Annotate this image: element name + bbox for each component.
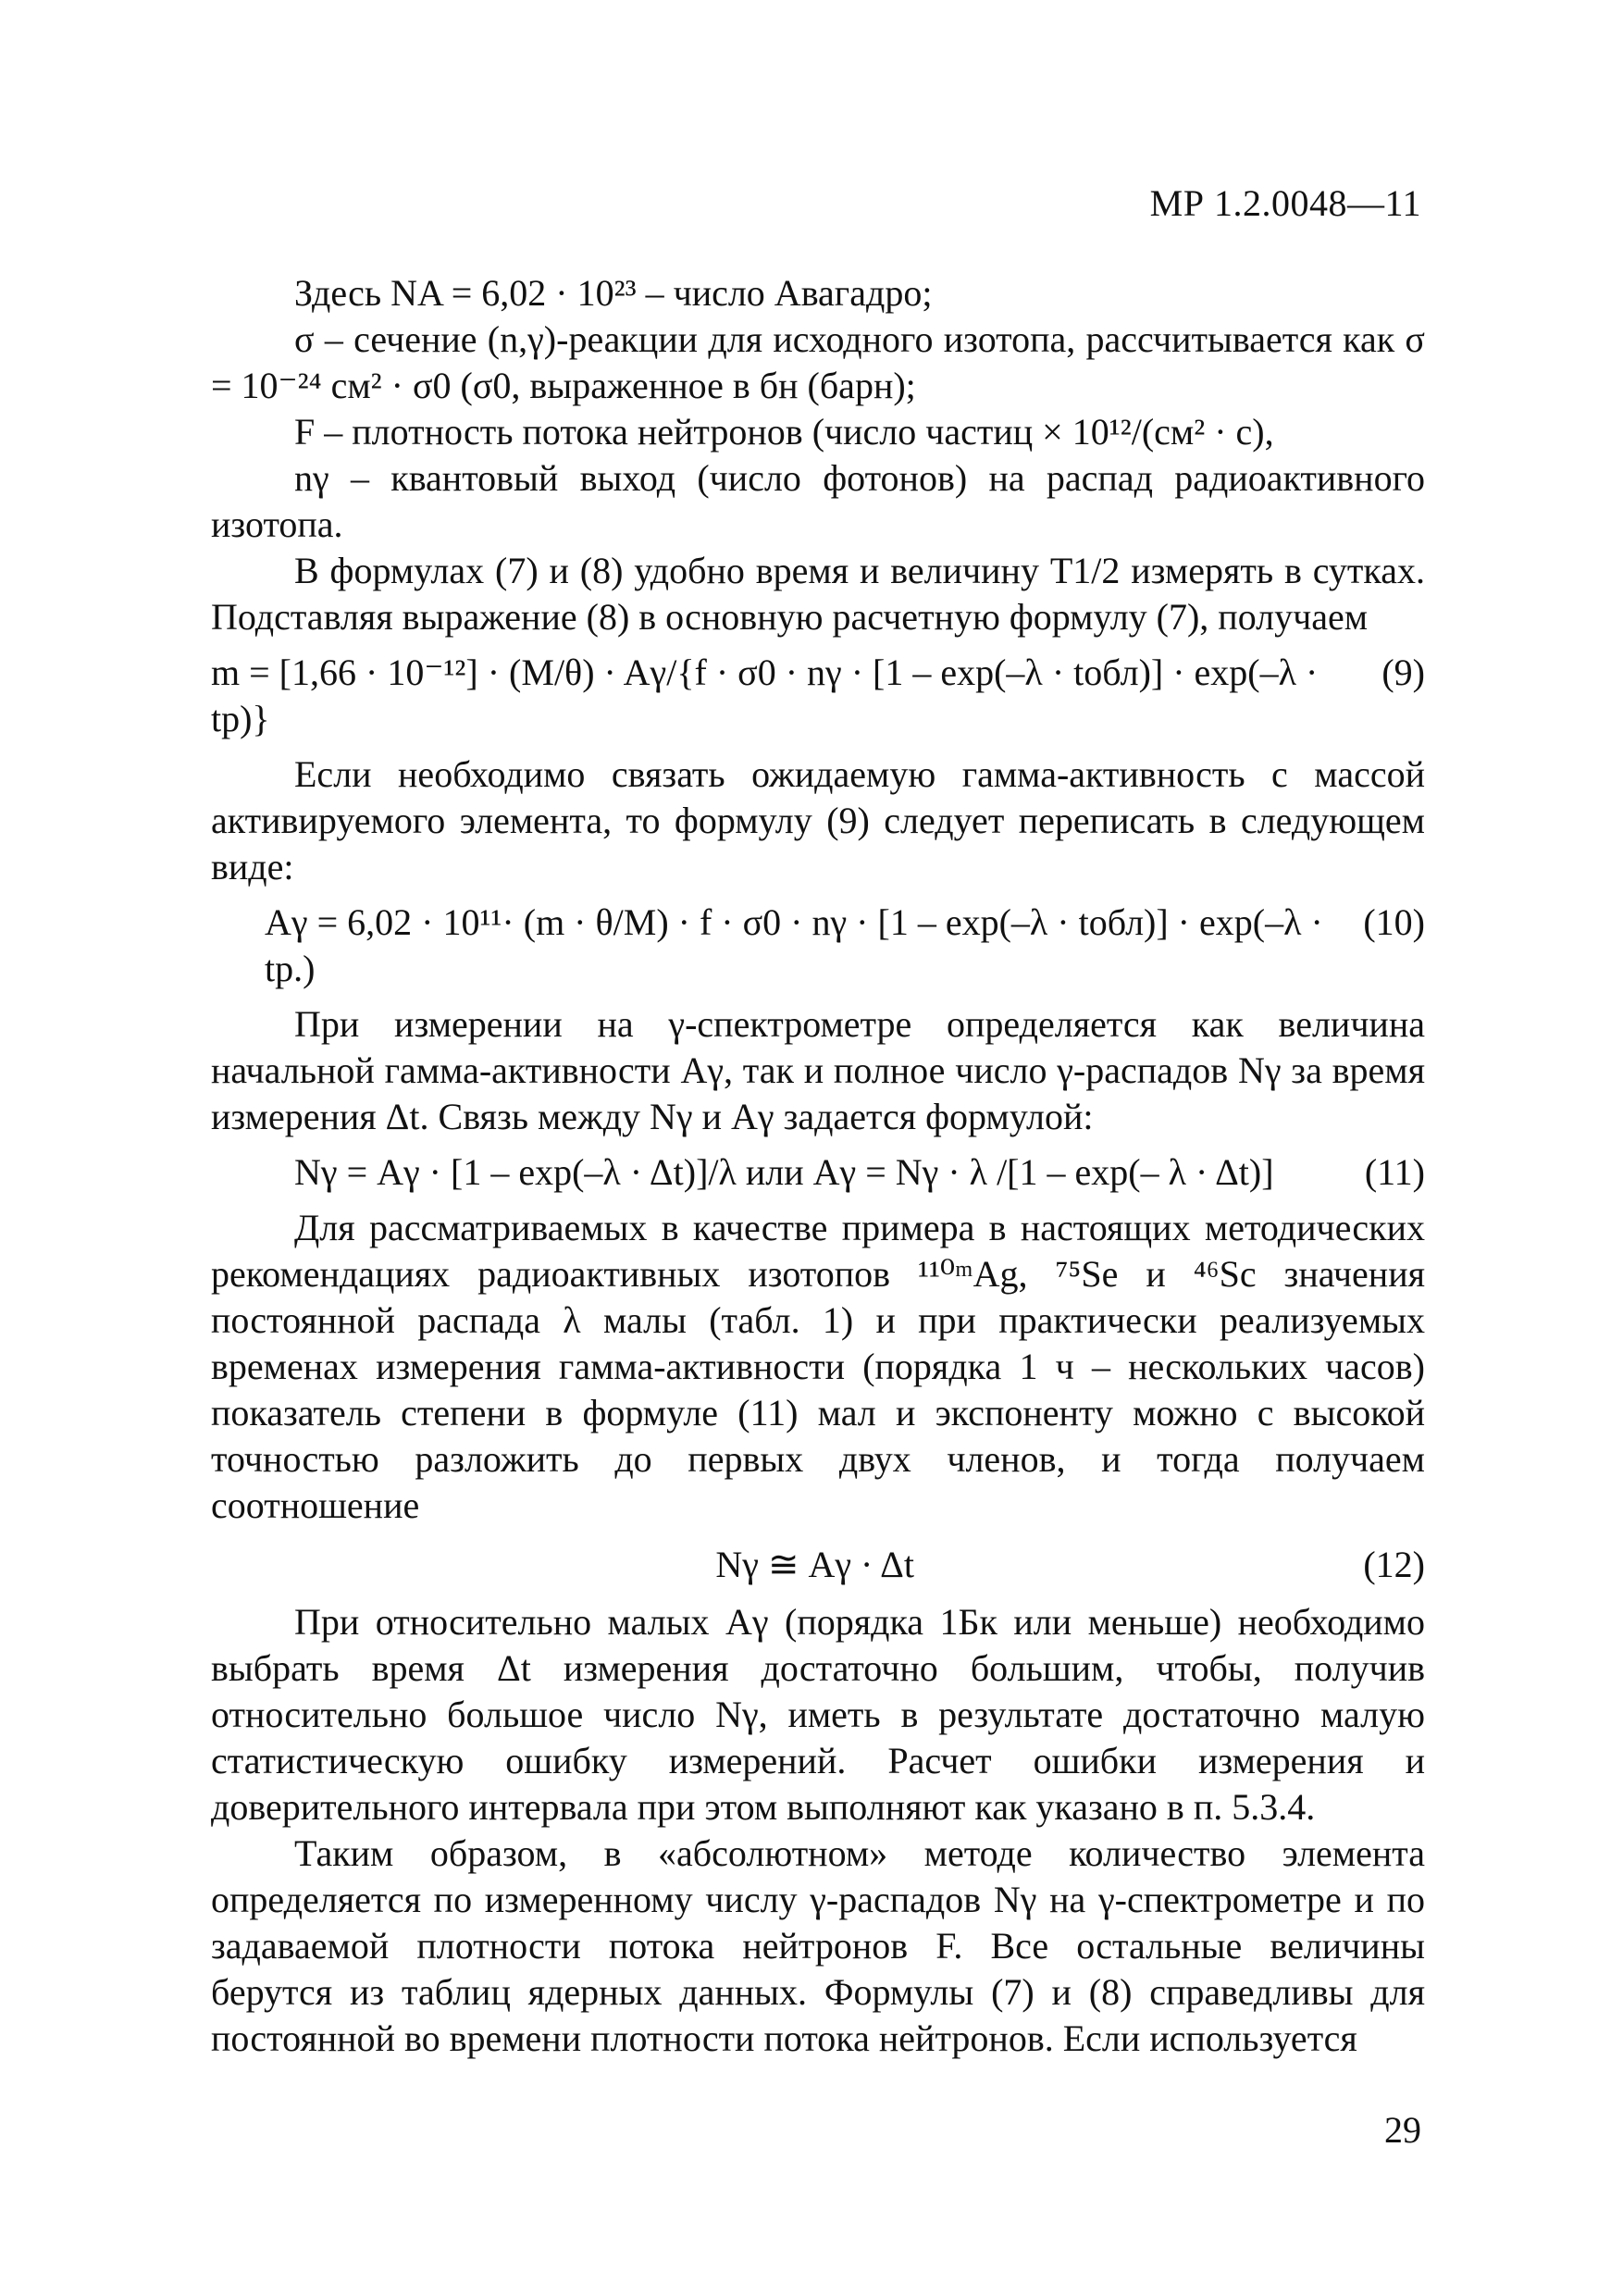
paragraph-time-units: В формулах (7) и (8) удобно время и величину T1/2 измерять в сутках. Подставляя выражение (8) в основную расчетную формулу (7), получаем — [211, 550, 1425, 638]
formula-12-number: (12) — [1363, 1544, 1425, 1585]
page-body — [211, 270, 1425, 2062]
document-code-header: МР 1.2.0048—11 — [1149, 182, 1421, 224]
paragraph-avogadro: Здесь NA = 6,02 · 10²³ – число Авагадро; — [294, 272, 933, 314]
paragraph-gamma-activity: Если необходимо связать ожидаемую гамма-активность с массой активируемого элемента, то формулу (9) следует переписать в следующем виде: — [211, 753, 1425, 887]
paragraph-isotopes: Для рассматриваемых в качестве примера в настоящих методических рекомендациях радиоактивных изотопов ¹¹⁰ᵐAg, ⁷⁵Se и ⁴⁶Sc значения постоянной распада λ малы (табл. 1) и при практически реализуемых временах измерения гамма-активности (порядка 1 ч – нескольких часов) показатель степени в формуле (11) мал и экспоненту можно с высокой точностью разложить до первых двух членов, и тогда получаем соотношение — [211, 1207, 1425, 1526]
formula-11-number: (11) — [1364, 1151, 1425, 1193]
formula-12-expression: Nγ ≅ Aγ · Δt — [715, 1544, 914, 1585]
formula-9-number: (9) — [1381, 652, 1425, 693]
page-number: 29 — [1384, 2109, 1421, 2151]
formula-10-number: (10) — [1363, 901, 1425, 943]
formula-10-expression: Aγ = 6,02 · 10¹¹· (m · θ/M) · f · σ0 · nγ · [1 – exp(–λ · tобл)] · exp(–λ · tр.) — [265, 901, 1323, 989]
formula-12 — [211, 1542, 1425, 1588]
paragraph-measurement: При измерении на γ-спектрометре определяется как величина начальной гамма-активности Aγ, так и полное число γ-распадов Nγ за время измерения Δt. Связь между Nγ и Aγ задается формулой: — [211, 1003, 1425, 1137]
formula-9-expression: m = [1,66 · 10⁻¹²] · (M/θ) · Aγ/{f · σ0 · nγ · [1 – exp(–λ · tобл)] · exp(–λ · tр)} — [211, 652, 1319, 739]
paragraph-flux: F – плотность потока нейтронов (число частиц × 10¹²/(см² · с), — [294, 411, 1274, 453]
paragraph-cross-section: σ – сечение (n,γ)-реакции для исходного изотопа, рассчитывается как σ = 10⁻²⁴ см² · σ0 (σ0, выраженное в бн (барн); — [211, 318, 1425, 406]
formula-11-expression: Nγ = Aγ · [1 – exp(–λ · Δt)]/λ или Aγ = Nγ · λ /[1 – exp(– λ · Δt)] — [294, 1151, 1274, 1193]
formula-10 — [211, 900, 1425, 992]
paragraph-quantum-yield: nγ – квантовый выход (число фотонов) на распад радиоактивного изотопа. — [211, 457, 1425, 545]
paragraph-small-activity: При относительно малых Aγ (порядка 1Бк или меньше) необходимо выбрать время Δt измерения достаточно большим, чтобы, получив относительно большое число Nγ, иметь в результате достаточно малую статистическую ошибку измерений. Расчет ошибки измерения и доверительного интервала при этом выполняют как указано в п. 5.3.4. — [211, 1601, 1425, 1828]
formula-9 — [211, 650, 1425, 742]
paragraph-absolute-method: Таким образом, в «абсолютном» методе количество элемента определяется по измеренному числу γ-распадов Nγ на γ-спектрометре и по задаваемой плотности потока нейтронов F. Все остальные величины берутся из таблиц ядерных данных. Формулы (7) и (8) справедливы для постоянной во времени плотности потока нейтронов. Если используется — [211, 1832, 1425, 2059]
formula-11 — [211, 1149, 1425, 1196]
